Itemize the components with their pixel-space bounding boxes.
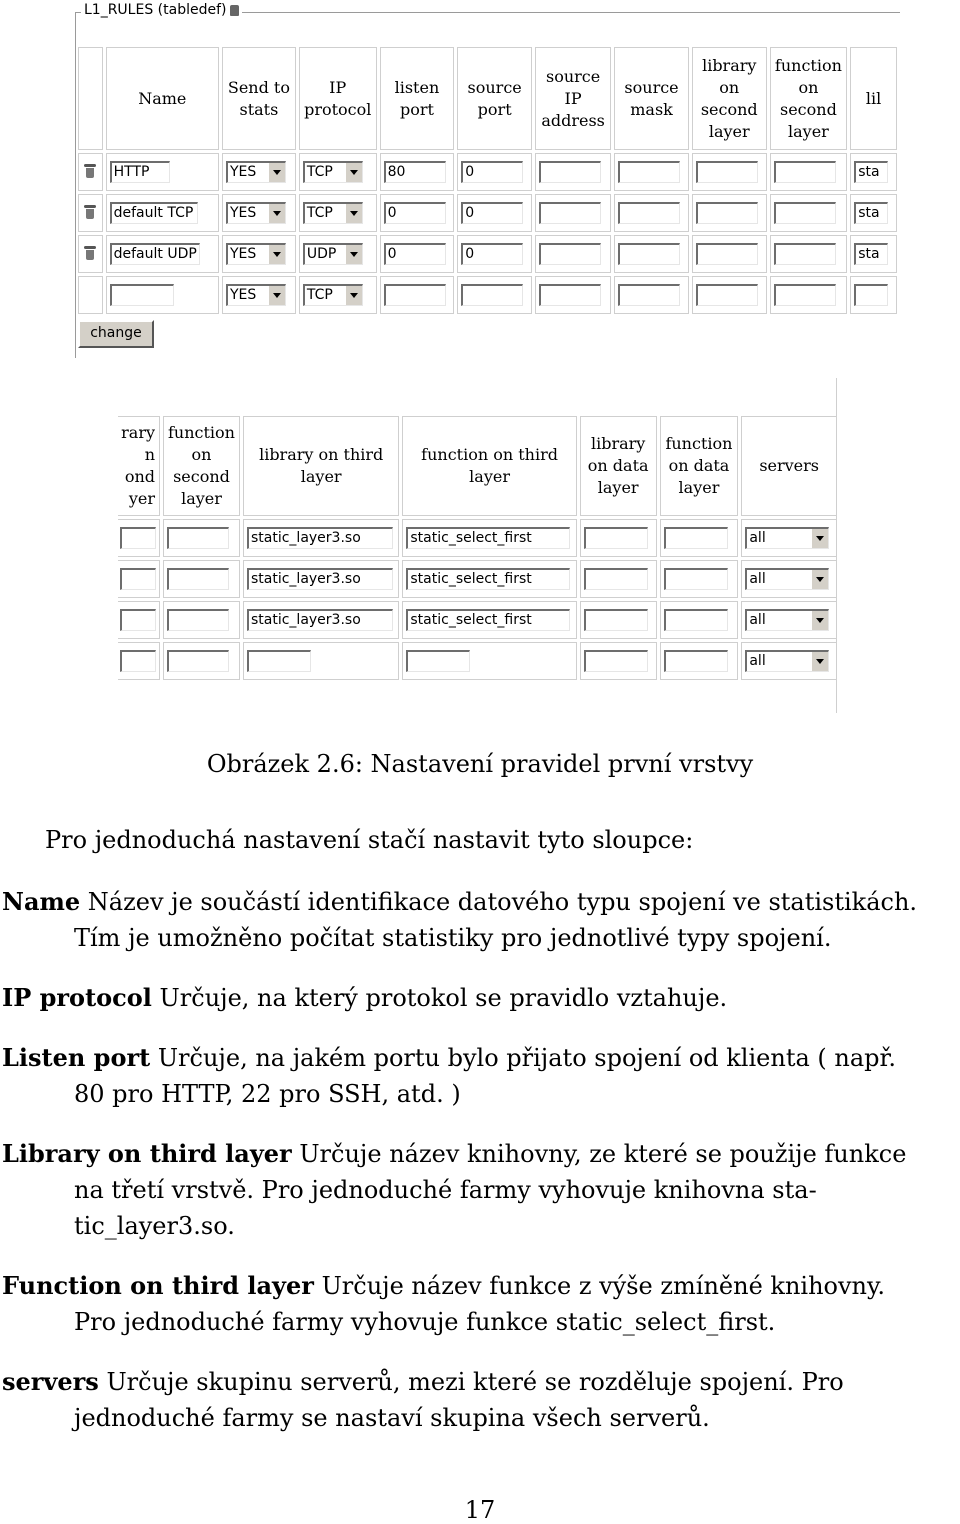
stats-select[interactable] xyxy=(226,202,286,224)
lock-icon xyxy=(230,5,239,16)
library-l2-input[interactable] xyxy=(696,284,758,306)
change-button[interactable]: change xyxy=(78,320,154,348)
library-l2-input[interactable] xyxy=(696,161,758,183)
function-l2-input[interactable] xyxy=(167,527,229,549)
library-l3-input[interactable]: static_layer3.so xyxy=(247,609,393,631)
chevron-down-icon xyxy=(268,245,285,264)
definition-text-cont: Tím je umožněno počítat statistiky pro jednotlivé typy spojení. xyxy=(74,924,832,952)
function-l2-input[interactable] xyxy=(167,650,229,672)
figure-caption: Obrázek 2.6: Nastavení pravidel první vrstvy xyxy=(206,750,754,778)
function-l2-input[interactable] xyxy=(167,609,229,631)
header-remove xyxy=(78,47,103,150)
chevron-down-icon xyxy=(345,245,362,264)
source-ip-input[interactable] xyxy=(539,284,601,306)
library-data-input[interactable] xyxy=(584,650,648,672)
definition-term: Listen port xyxy=(2,1043,151,1072)
definition-text-cont: na třetí vrstvě. Pro jednoduché farmy vyhovuje knihovna sta- xyxy=(74,1176,817,1204)
chevron-down-icon xyxy=(811,611,828,630)
source-port-input[interactable]: 0 xyxy=(461,161,523,183)
protocol-value: TCP xyxy=(306,205,333,221)
library-l3-input[interactable]: sta xyxy=(854,161,888,183)
intro-paragraph: Pro jednoduchá nastavení stačí nastavit tyto sloupce: xyxy=(45,826,694,854)
listen-port-input[interactable] xyxy=(384,284,446,306)
definition-text: Určuje, na jakém portu bylo přijato spojení od klienta ( např. xyxy=(157,1044,896,1072)
stats-select[interactable] xyxy=(226,243,286,265)
library-data-input[interactable] xyxy=(584,609,648,631)
col-header: function on second layer xyxy=(770,47,848,150)
stats-value: YES xyxy=(229,205,257,221)
function-data-input[interactable] xyxy=(664,609,728,631)
source-port-input[interactable]: 0 xyxy=(461,202,523,224)
definition-text: Název je součástí identifikace datového typu spojení ve statistikách. xyxy=(87,888,918,916)
listen-port-input[interactable]: 80 xyxy=(384,161,446,183)
definition-text: Určuje název funkce z výše zmíněné knihovny. xyxy=(321,1272,886,1300)
function-l3-input[interactable]: static_select_first xyxy=(406,609,570,631)
col-header: library on data layer xyxy=(580,416,657,516)
col-header: Name xyxy=(106,47,219,150)
definition-term: IP protocol xyxy=(2,983,152,1012)
library-l2-input[interactable] xyxy=(120,650,156,672)
function-data-input[interactable] xyxy=(664,650,728,672)
source-ip-input[interactable] xyxy=(539,202,601,224)
servers-value: all xyxy=(749,653,766,669)
name-input[interactable]: default UDP xyxy=(110,243,200,265)
library-l3-input[interactable] xyxy=(247,650,311,672)
table-row xyxy=(78,235,897,273)
function-l3-input[interactable] xyxy=(406,650,470,672)
protocol-value: UDP xyxy=(306,246,337,262)
page-number: 17 xyxy=(464,1496,496,1524)
source-mask-input[interactable] xyxy=(618,284,680,306)
chevron-down-icon xyxy=(268,286,285,305)
name-input[interactable]: HTTP xyxy=(110,161,170,183)
listen-port-input[interactable]: 0 xyxy=(384,202,446,224)
function-data-input[interactable] xyxy=(664,527,728,549)
protocol-value: TCP xyxy=(306,287,333,303)
name-input[interactable]: default TCP xyxy=(110,202,198,224)
library-l2-input[interactable] xyxy=(120,527,156,549)
col-header: library on second layer xyxy=(692,47,767,150)
col-header: source IP address xyxy=(535,47,611,150)
col-header: servers xyxy=(741,416,837,516)
protocol-select[interactable] xyxy=(303,243,363,265)
col-header: listen port xyxy=(380,47,455,150)
definition-item xyxy=(2,884,958,956)
col-header xyxy=(118,416,160,516)
definition-item xyxy=(2,980,958,1016)
protocol-value: TCP xyxy=(306,164,333,180)
chevron-down-icon xyxy=(345,204,362,223)
stats-value: YES xyxy=(229,164,257,180)
servers-select[interactable] xyxy=(745,568,829,590)
legend-text: L1_RULES (tabledef) xyxy=(84,2,227,18)
function-l3-input[interactable]: static_select_first xyxy=(406,568,570,590)
stats-value: YES xyxy=(229,246,257,262)
stats-select[interactable] xyxy=(226,161,286,183)
definition-text-cont: Pro jednoduché farmy vyhovuje funkce static_select_first. xyxy=(74,1308,776,1336)
definition-term: servers xyxy=(2,1367,99,1396)
function-data-input[interactable] xyxy=(664,568,728,590)
chevron-down-icon xyxy=(268,163,285,182)
rules-table xyxy=(75,44,900,317)
servers-select[interactable] xyxy=(745,527,829,549)
chevron-down-icon xyxy=(811,570,828,589)
definition-item xyxy=(2,1136,958,1244)
protocol-select[interactable] xyxy=(303,284,363,306)
definition-item xyxy=(2,1364,958,1436)
col-header: function on data layer xyxy=(660,416,739,516)
definition-term: Name xyxy=(2,887,81,916)
library-l2-input[interactable] xyxy=(696,202,758,224)
col-header: function on second layer xyxy=(163,416,240,516)
source-mask-input[interactable] xyxy=(618,243,680,265)
servers-select[interactable] xyxy=(745,609,829,631)
function-l2-input[interactable] xyxy=(774,284,836,306)
chevron-down-icon xyxy=(345,163,362,182)
chevron-down-icon xyxy=(345,286,362,305)
trash-icon[interactable] xyxy=(84,246,96,260)
remove-cell xyxy=(78,153,103,191)
trash-icon[interactable] xyxy=(84,164,96,178)
source-port-input[interactable] xyxy=(461,284,523,306)
definition-term: Library on third layer xyxy=(2,1139,292,1168)
library-l2-input[interactable] xyxy=(696,243,758,265)
definition-text-cont: tic_layer3.so. xyxy=(74,1212,235,1240)
table-row xyxy=(78,194,897,232)
chevron-down-icon xyxy=(811,529,828,548)
col-header: IP protocol xyxy=(299,47,377,150)
library-l2-input[interactable] xyxy=(120,609,156,631)
library-l3-input[interactable]: static_layer3.so xyxy=(247,568,393,590)
source-mask-input[interactable] xyxy=(618,202,680,224)
definition-item xyxy=(2,1268,958,1340)
servers-select[interactable] xyxy=(745,650,829,672)
table-row xyxy=(118,642,837,680)
definition-list xyxy=(2,884,958,1460)
function-l2-input[interactable] xyxy=(774,243,836,265)
table-row xyxy=(118,560,837,598)
function-l2-input[interactable] xyxy=(774,202,836,224)
col-header: library on third layer xyxy=(243,416,399,516)
col-header: lil xyxy=(850,47,897,150)
figure2-screenshot xyxy=(118,378,840,713)
rules-table-continued xyxy=(118,413,840,683)
trash-icon[interactable] xyxy=(84,205,96,219)
servers-value: all xyxy=(749,571,766,587)
remove-cell xyxy=(78,194,103,232)
table-row xyxy=(118,519,837,557)
function-l2-input[interactable] xyxy=(167,568,229,590)
col-header-text: rary n ond yer xyxy=(121,423,155,508)
definition-text-cont: 80 pro HTTP, 22 pro SSH, atd. ) xyxy=(74,1080,461,1108)
library-l3-input[interactable] xyxy=(854,284,888,306)
chevron-down-icon xyxy=(268,204,285,223)
function-l2-input[interactable] xyxy=(774,161,836,183)
listen-port-input[interactable]: 0 xyxy=(384,243,446,265)
name-input[interactable] xyxy=(110,284,174,306)
definition-item xyxy=(2,1040,958,1112)
protocol-select[interactable] xyxy=(303,161,363,183)
stats-select[interactable] xyxy=(226,284,286,306)
remove-cell xyxy=(78,276,103,314)
library-data-input[interactable] xyxy=(584,568,648,590)
source-mask-input[interactable] xyxy=(618,161,680,183)
remove-cell xyxy=(78,235,103,273)
stats-value: YES xyxy=(229,287,257,303)
definition-text: Určuje skupinu serverů, mezi které se rozděluje spojení. Pro xyxy=(106,1368,844,1396)
fieldset-legend xyxy=(81,2,242,18)
library-l3-input[interactable]: sta xyxy=(854,202,888,224)
function-l3-input[interactable]: static_select_first xyxy=(406,527,570,549)
servers-value: all xyxy=(749,612,766,628)
servers-value: all xyxy=(749,530,766,546)
table-row xyxy=(78,276,897,314)
library-l3-input[interactable]: sta xyxy=(854,243,888,265)
figure1-screenshot xyxy=(75,0,900,360)
library-l2-input[interactable] xyxy=(120,568,156,590)
col-header: source port xyxy=(457,47,532,150)
definition-term: Function on third layer xyxy=(2,1271,314,1300)
col-header: function on third layer xyxy=(402,416,576,516)
col-header: source mask xyxy=(614,47,689,150)
protocol-select[interactable] xyxy=(303,202,363,224)
table-row xyxy=(78,153,897,191)
library-l3-input[interactable]: static_layer3.so xyxy=(247,527,393,549)
library-data-input[interactable] xyxy=(584,527,648,549)
source-ip-input[interactable] xyxy=(539,243,601,265)
definition-text: Určuje, na který protokol se pravidlo vztahuje. xyxy=(159,984,728,1012)
definition-text-cont: jednoduché farmy se nastaví skupina všech serverů. xyxy=(74,1404,710,1432)
table-row xyxy=(118,601,837,639)
col-header: Send to stats xyxy=(222,47,296,150)
source-port-input[interactable]: 0 xyxy=(461,243,523,265)
source-ip-input[interactable] xyxy=(539,161,601,183)
chevron-down-icon xyxy=(811,652,828,671)
definition-text: Určuje název knihovny, ze které se použije funkce xyxy=(299,1140,907,1168)
